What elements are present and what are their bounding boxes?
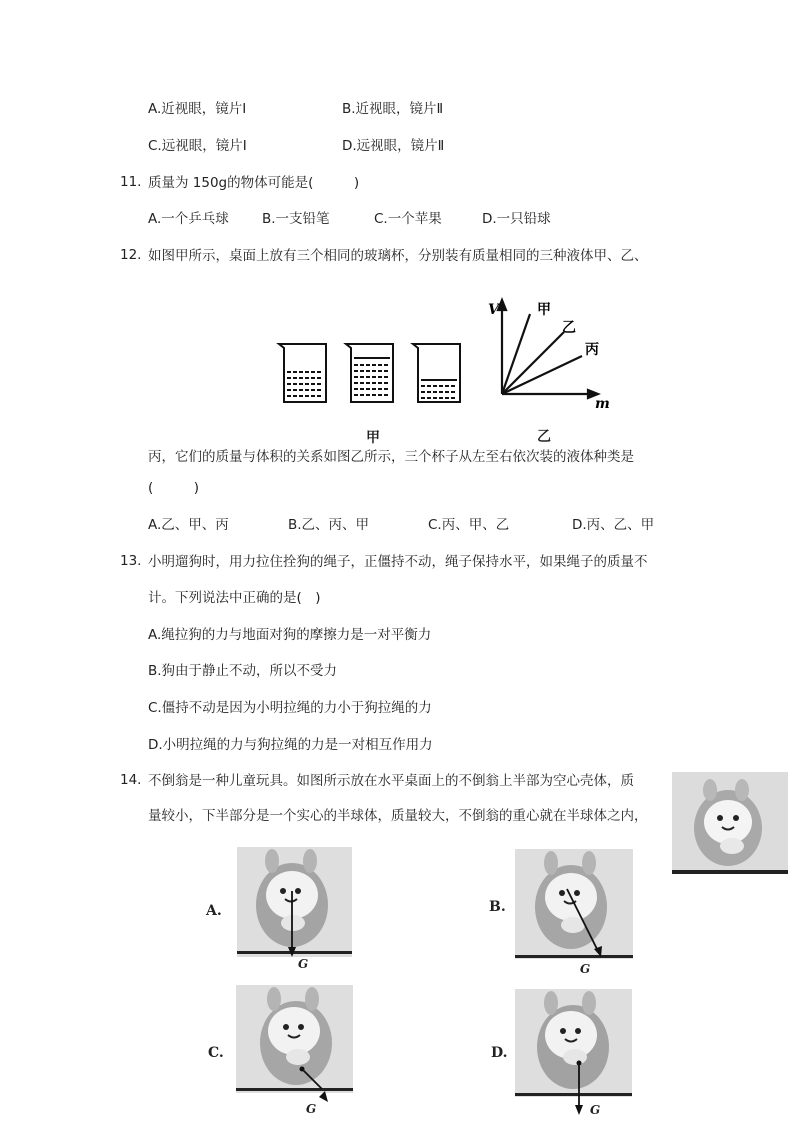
q14-choice-d-label: D. <box>491 1045 508 1061</box>
q14-choice-b-label: B. <box>489 899 506 915</box>
q14-number: 14. <box>120 772 142 788</box>
q12-option-d: D.丙、乙、甲 <box>572 517 655 533</box>
q13-option-b: B.狗由于静止不动，所以不受力 <box>148 663 338 679</box>
q10-option-b: B.近视眼，镜片Ⅱ <box>342 101 444 117</box>
glass-right-liquid <box>421 380 457 398</box>
q12-option-a: A.乙、甲、丙 <box>148 517 229 533</box>
q11-stem: 质量为 150g的物体可能是( ) <box>148 175 360 191</box>
q14-choice-c-force: G <box>306 1102 317 1116</box>
glass-left-liquid <box>287 372 323 396</box>
figure-caption-yi: 乙 <box>537 429 551 445</box>
q13-number: 13. <box>120 553 142 569</box>
q12-option-b: B.乙、丙、甲 <box>288 517 370 533</box>
q13-option-c: C.僵持不动是因为小明拉绳的力小于狗拉绳的力 <box>148 700 432 716</box>
q14-choice-c-arrowhead <box>318 1090 332 1104</box>
three-glasses-figure <box>276 338 466 406</box>
q14-choice-d-force: G <box>590 1103 601 1117</box>
q10-option-c: C.远视眼，镜片Ⅰ <box>148 138 247 154</box>
m-axis-label: m <box>595 396 610 412</box>
q13-option-a: A.绳拉狗的力与地面对狗的摩擦力是一对平衡力 <box>148 627 432 643</box>
q14-choice-d-photo <box>515 989 632 1097</box>
tumbler-reference-photo <box>672 772 788 874</box>
q12-option-c: C.丙、甲、乙 <box>428 517 510 533</box>
q11-option-b: B.一支铅笔 <box>262 211 330 227</box>
q11-option-d: D.一只铅球 <box>482 211 551 227</box>
q10-option-d: D.远视眼，镜片Ⅱ <box>342 138 445 154</box>
glass-middle <box>346 344 393 402</box>
glass-middle-liquid <box>354 358 390 395</box>
q14-choice-b-photo <box>515 849 633 959</box>
q13-stem-line2: 计。下列说法中正确的是( ) <box>148 590 321 606</box>
q14-choice-a-photo <box>237 847 352 957</box>
line-label-bing: 丙 <box>585 342 599 358</box>
q14-stem-line2: 量较小，下半部分是一个实心的半球体，质量较大，不倒翁的重心就在半球体之内， <box>148 808 648 824</box>
mass-volume-graph <box>484 292 614 412</box>
v-axis-arrow <box>498 300 506 310</box>
q14-choice-c-photo <box>236 985 353 1093</box>
q12-stem-line1: 如图甲所示，桌面上放有三个相同的玻璃杯，分别装有质量相同的三种液体甲、乙、 <box>148 248 648 264</box>
q13-stem-line1: 小明遛狗时，用力拉住拴狗的绳子，正僵持不动，绳子保持水平，如果绳子的质量不 <box>148 554 648 570</box>
q12-stem-line2: 丙，它们的质量与体积的关系如图乙所示，三个杯子从左至右依次装的液体种类是 <box>148 449 634 465</box>
line-label-yi: 乙 <box>562 320 576 336</box>
figure-caption-jia: 甲 <box>366 430 380 446</box>
glass-right <box>413 344 460 402</box>
q12-number: 12. <box>120 247 142 263</box>
line-label-jia: 甲 <box>537 302 551 318</box>
q11-option-c: C.一个苹果 <box>374 211 442 227</box>
q11-number: 11. <box>120 174 142 190</box>
q14-choice-c-label: C. <box>208 1045 224 1061</box>
line-yi <box>502 332 564 394</box>
q13-option-d: D.小明拉绳的力与狗拉绳的力是一对相互作用力 <box>148 737 433 753</box>
v-axis-label: V <box>488 302 499 318</box>
q12-blank: ( ) <box>148 480 200 496</box>
q14-choice-b-force: G <box>580 962 591 976</box>
q14-choice-a-label: A. <box>206 903 222 919</box>
q10-option-a: A.近视眼，镜片Ⅰ <box>148 101 247 117</box>
q14-choice-a-force: G <box>298 957 309 971</box>
q11-option-a: A.一个乒乓球 <box>148 211 229 227</box>
q14-stem-line1: 不倒翁是一种儿童玩具。如图所示放在水平桌面上的不倒翁上半部为空心壳体，质 <box>148 773 634 789</box>
q14-choice-d-arrow <box>574 1097 586 1117</box>
